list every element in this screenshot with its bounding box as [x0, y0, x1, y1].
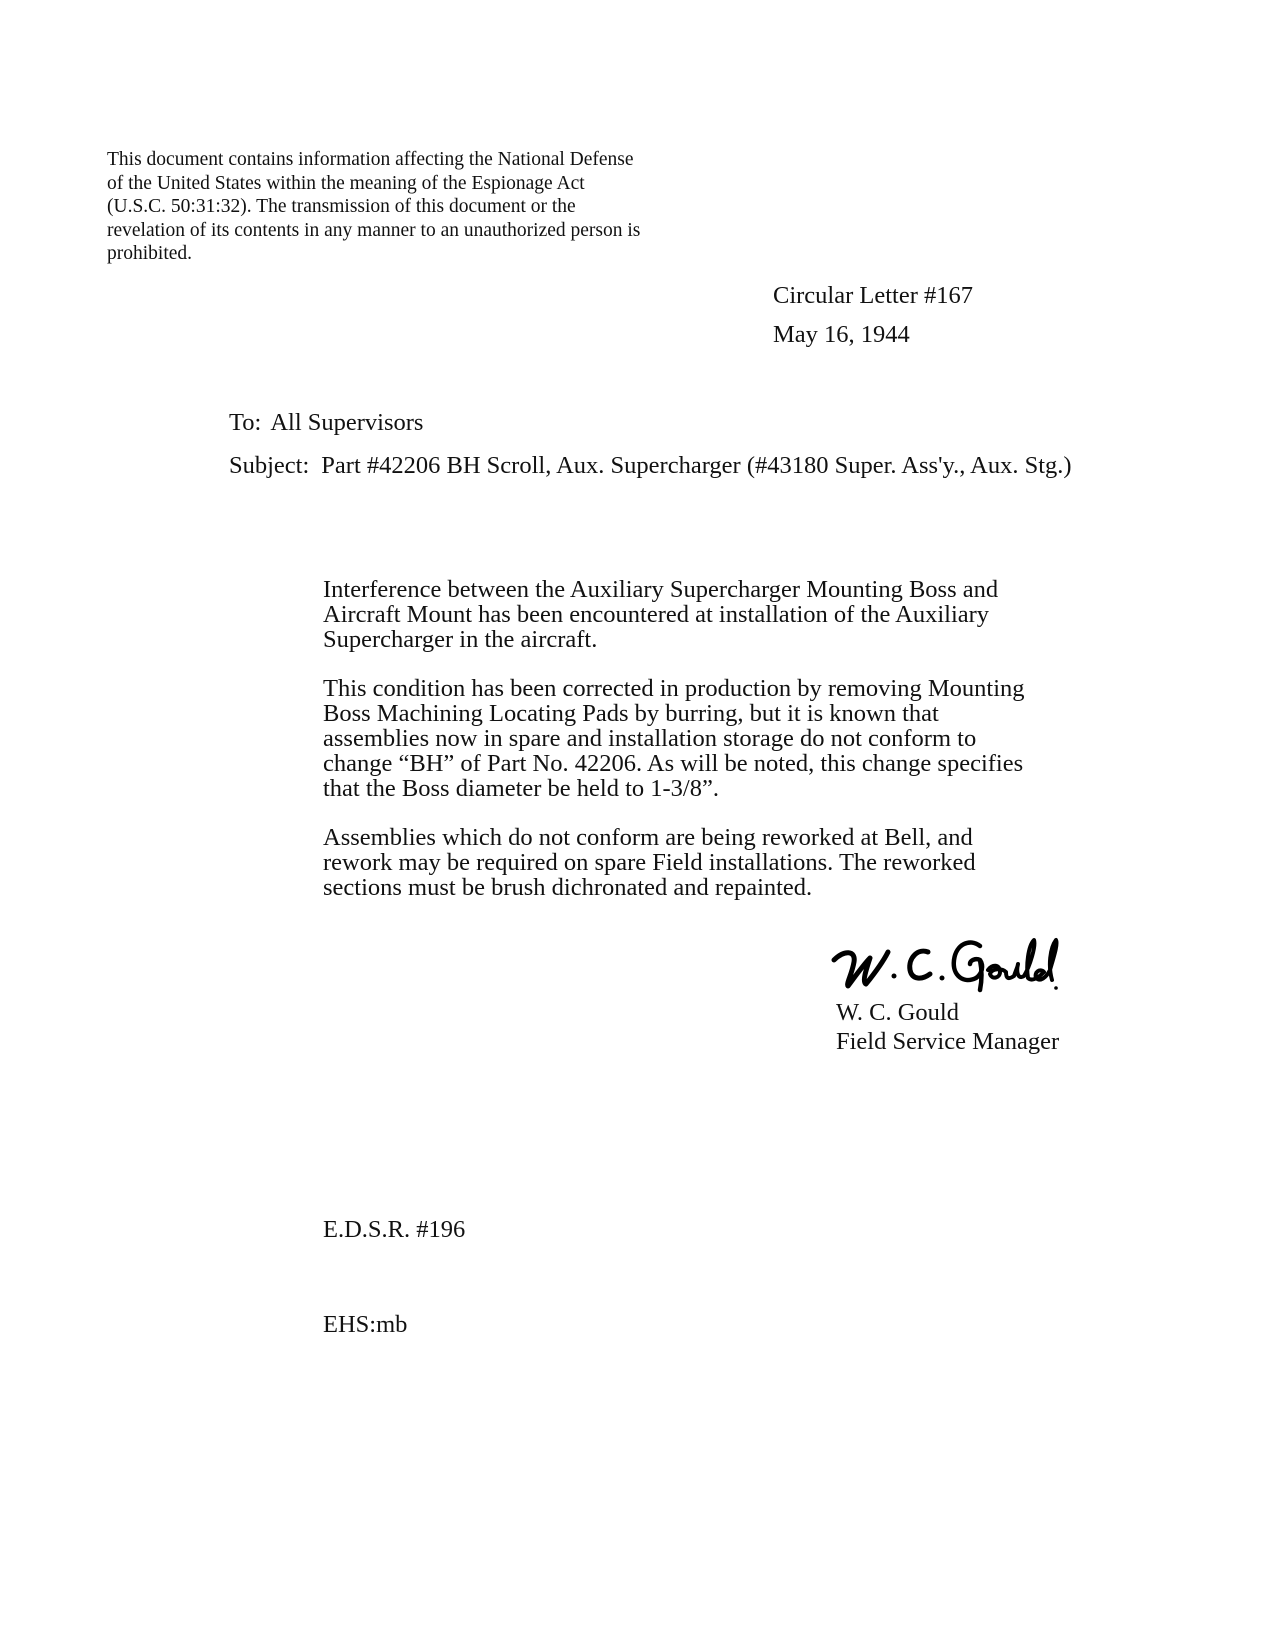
- body-line: Assemblies which do not conform are being reworked at Bell, and: [323, 824, 973, 852]
- body-line: Aircraft Mount has been encountered at installation of the Auxiliary: [323, 600, 990, 628]
- body-line: that the Boss diameter be held to 1-3/8”.: [323, 774, 719, 802]
- to-label: To:: [229, 409, 262, 436]
- security-notice-line: (U.S.C. 50:31:32). The transmission of this document or the: [107, 196, 576, 217]
- to-recipient: All Supervisors: [270, 409, 424, 436]
- security-notice-line: This document contains information affecting the National Defense: [107, 149, 634, 170]
- subject-text: Part #42206 BH Scroll, Aux. Supercharger (#43180 Super. Ass'y., Aux. Stg.): [321, 452, 1072, 479]
- body-line: Boss Machining Locating Pads by burring, but it is known that: [323, 700, 939, 728]
- letter-date: May 16, 1944: [773, 321, 910, 348]
- to-line: [229, 408, 1072, 451]
- body-line: This condition has been corrected in production by removing Mounting: [323, 675, 1025, 703]
- security-notice-line: prohibited.: [107, 243, 193, 264]
- body-line: change “BH” of Part No. 42206. As will be noted, this change specifies: [323, 749, 1024, 777]
- body-line: assemblies now in spare and installation storage do not conform to: [323, 724, 977, 752]
- security-notice-line: revelation of its contents in any manner to an unauthorized person is: [107, 219, 641, 241]
- body-line: sections must be brush dichronated and repainted.: [323, 873, 813, 901]
- signer-name: W. C. Gould: [836, 999, 959, 1026]
- security-notice-line: of the United States within the meaning of the Espionage Act: [107, 172, 585, 194]
- circular-letter-number: Circular Letter #167: [773, 282, 974, 309]
- body-paragraph-1: [323, 578, 1083, 652]
- handwritten-signature: [830, 930, 1070, 1002]
- body-line: Supercharger in the aircraft.: [323, 625, 598, 653]
- signer-block: [836, 998, 1059, 1056]
- body-paragraph-3: [323, 826, 1083, 900]
- signer-title: Field Service Manager: [836, 1028, 1060, 1055]
- body-line: Interference between the Auxiliary Supercharger Mounting Boss and: [323, 576, 999, 603]
- subject-line: [229, 451, 1072, 494]
- body-line: rework may be required on spare Field installations. The reworked: [323, 849, 976, 877]
- subject-label: Subject:: [229, 452, 310, 479]
- letter-header: [773, 276, 973, 354]
- letter-body: [323, 578, 1083, 926]
- address-block: [229, 408, 1072, 494]
- body-paragraph-2: [323, 677, 1083, 801]
- edsr-reference: E.D.S.R. #196: [323, 1216, 466, 1243]
- security-notice: [107, 148, 687, 266]
- typist-initials: EHS:mb: [323, 1311, 408, 1338]
